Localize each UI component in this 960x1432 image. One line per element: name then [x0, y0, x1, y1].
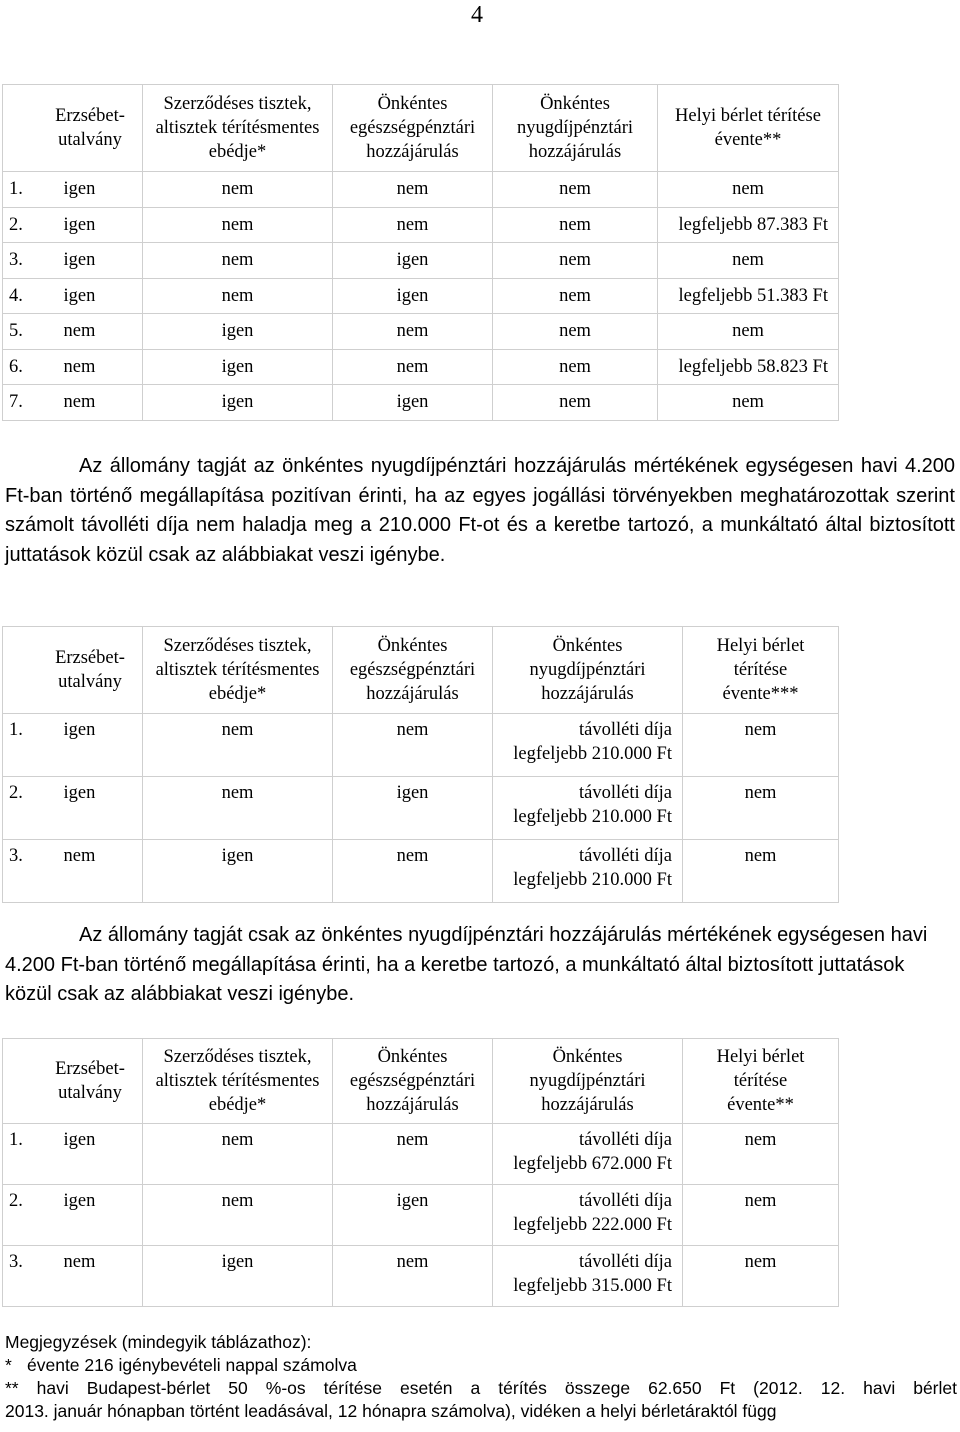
table-row	[3, 172, 839, 208]
row-helyi-cell: nem	[683, 1246, 839, 1307]
benefits-table-1	[2, 84, 839, 421]
row-helyi-cell: nem	[683, 1185, 839, 1246]
table-row	[3, 314, 839, 350]
row-egeszseg-cell: igen	[333, 385, 493, 421]
row-egeszseg-cell: nem	[333, 207, 493, 243]
table-header-row	[3, 627, 839, 714]
row-egeszseg-cell: nem	[333, 1124, 493, 1185]
row-helyi-cell: nem	[658, 385, 839, 421]
header-erzsebet: Erzsébet-utalvány	[3, 1039, 143, 1124]
row-helyi-cell: legfeljebb 87.383 Ft	[658, 207, 839, 243]
row-erzsebet-cell: 1. igen	[3, 714, 143, 777]
note-1: * évente 216 igénybevételi nappal számolva	[5, 1355, 357, 1375]
row-egeszseg-cell: nem	[333, 714, 493, 777]
row-szerzodeses-cell: igen	[143, 314, 333, 350]
header-helyi-berlet: Helyi bérlet térítése évente**	[658, 85, 839, 172]
row-erzsebet-cell: 2. igen	[3, 1185, 143, 1246]
paragraph-voluntary-pension-1: Az állomány tagját az önkéntes nyugdíjpénztári hozzájárulás mértékének egységesen havi 4.200 Ft-ban történő megállapítása pozitívan érinti, ha az egyes jogállási törvényekben meghatározottak szerint számolt távolléti díja nem haladja meg a 210.000 Ft-ot és a keretbe tartozó, a munkáltató által biztosított juttatások közül csak az alábbiakat veszi igénybe.	[5, 455, 955, 566]
header-helyi-berlet: Helyi bérlet térítése évente***	[683, 627, 839, 714]
row-szerzodeses-cell: nem	[143, 207, 333, 243]
row-nyugdij-cell: nem	[493, 314, 658, 350]
table-header-row	[3, 85, 839, 172]
table-row	[3, 349, 839, 385]
row-nyugdij-cell: távolléti díja legfeljebb 315.000 Ft	[493, 1246, 683, 1307]
row-nyugdij-cell: távolléti díja legfeljebb 210.000 Ft	[493, 840, 683, 903]
table-row	[3, 777, 839, 840]
row-nyugdij-cell: nem	[493, 385, 658, 421]
header-erzsebet: Erzsébet-utalvány	[3, 85, 143, 172]
table-row	[3, 1246, 839, 1307]
row-egeszseg-cell: igen	[333, 243, 493, 279]
row-erzsebet-cell: 2. igen	[3, 777, 143, 840]
note-2-continued: 2013. január hónapban történt leadásával, 12 hónapra számolva), vidéken a helyi bérletáraktól függ	[5, 1401, 777, 1421]
row-helyi-cell: legfeljebb 58.823 Ft	[658, 349, 839, 385]
row-nyugdij-cell: nem	[493, 243, 658, 279]
row-egeszseg-cell: igen	[333, 777, 493, 840]
row-szerzodeses-cell: nem	[143, 1185, 333, 1246]
row-szerzodeses-cell: nem	[143, 172, 333, 208]
row-helyi-cell: nem	[683, 777, 839, 840]
notes-title: Megjegyzések (mindegyik táblázathoz):	[5, 1332, 312, 1352]
header-egeszseg: Önkéntes egészségpénztári hozzájárulás	[333, 85, 493, 172]
row-szerzodeses-cell: igen	[143, 349, 333, 385]
row-nyugdij-cell: távolléti díja legfeljebb 210.000 Ft	[493, 714, 683, 777]
row-helyi-cell: nem	[658, 243, 839, 279]
header-szerzodeses: Szerződéses tisztek, altisztek térítésmentes ebédje*	[143, 627, 333, 714]
row-egeszseg-cell: nem	[333, 349, 493, 385]
table-row	[3, 385, 839, 421]
row-egeszseg-cell: nem	[333, 172, 493, 208]
header-szerzodeses: Szerződéses tisztek, altisztek térítésmentes ebédje*	[143, 85, 333, 172]
row-egeszseg-cell: nem	[333, 840, 493, 903]
row-erzsebet-cell: 1. igen	[3, 1124, 143, 1185]
table-row	[3, 243, 839, 279]
row-nyugdij-cell: távolléti díja legfeljebb 210.000 Ft	[493, 777, 683, 840]
note-2: ** havi Budapest-bérlet 50 %-os térítése esetén a térítés összege 62.650 Ft (2012. 12. havi bérlet	[5, 1378, 957, 1398]
row-szerzodeses-cell: nem	[143, 714, 333, 777]
notes-section	[5, 1331, 957, 1423]
row-nyugdij-cell: nem	[493, 172, 658, 208]
row-erzsebet-cell: 4. igen	[3, 278, 143, 314]
row-szerzodeses-cell: nem	[143, 1124, 333, 1185]
row-erzsebet-cell: 3. igen	[3, 243, 143, 279]
row-erzsebet-cell: 5. nem	[3, 314, 143, 350]
table-row	[3, 1124, 839, 1185]
row-szerzodeses-cell: nem	[143, 243, 333, 279]
header-egeszseg: Önkéntes egészségpénztári hozzájárulás	[333, 1039, 493, 1124]
row-nyugdij-cell: távolléti díja legfeljebb 222.000 Ft	[493, 1185, 683, 1246]
row-helyi-cell: legfeljebb 51.383 Ft	[658, 278, 839, 314]
paragraph-voluntary-pension-2: Az állomány tagját csak az önkéntes nyugdíjpénztári hozzájárulás mértékének egységesen havi 4.200 Ft-ban történő megállapítása érinti, ha a keretbe tartozó, a munkáltató által biztosított juttatások közül csak az alábbiakat veszi igénybe.	[5, 924, 928, 1005]
row-erzsebet-cell: 3. nem	[3, 840, 143, 903]
header-nyugdij: Önkéntes nyugdíjpénztári hozzájárulás	[493, 85, 658, 172]
header-egeszseg: Önkéntes egészségpénztári hozzájárulás	[333, 627, 493, 714]
row-erzsebet-cell: 2. igen	[3, 207, 143, 243]
row-helyi-cell: nem	[683, 1124, 839, 1185]
header-szerzodeses: Szerződéses tisztek, altisztek térítésmentes ebédje*	[143, 1039, 333, 1124]
row-erzsebet-cell: 7. nem	[3, 385, 143, 421]
row-helyi-cell: nem	[658, 172, 839, 208]
row-egeszseg-cell: igen	[333, 1185, 493, 1246]
row-egeszseg-cell: nem	[333, 1246, 493, 1307]
table-row	[3, 1185, 839, 1246]
row-erzsebet-cell: 1. igen	[3, 172, 143, 208]
row-nyugdij-cell: nem	[493, 207, 658, 243]
table-row	[3, 714, 839, 777]
row-nyugdij-cell: távolléti díja legfeljebb 672.000 Ft	[493, 1124, 683, 1185]
benefits-table-3	[2, 1038, 839, 1307]
row-szerzodeses-cell: igen	[143, 840, 333, 903]
table-header-row	[3, 1039, 839, 1124]
row-szerzodeses-cell: igen	[143, 385, 333, 421]
table-row	[3, 207, 839, 243]
row-egeszseg-cell: igen	[333, 278, 493, 314]
row-helyi-cell: nem	[658, 314, 839, 350]
benefits-table-2	[2, 626, 839, 903]
page-number: 4	[471, 2, 483, 28]
row-helyi-cell: nem	[683, 714, 839, 777]
header-nyugdij: Önkéntes nyugdíjpénztári hozzájárulás	[493, 627, 683, 714]
row-szerzodeses-cell: igen	[143, 1246, 333, 1307]
row-nyugdij-cell: nem	[493, 349, 658, 385]
row-helyi-cell: nem	[683, 840, 839, 903]
row-egeszseg-cell: nem	[333, 314, 493, 350]
table-row	[3, 278, 839, 314]
header-helyi-berlet: Helyi bérlet térítése évente**	[683, 1039, 839, 1124]
row-szerzodeses-cell: nem	[143, 777, 333, 840]
header-nyugdij: Önkéntes nyugdíjpénztári hozzájárulás	[493, 1039, 683, 1124]
row-erzsebet-cell: 3. nem	[3, 1246, 143, 1307]
row-szerzodeses-cell: nem	[143, 278, 333, 314]
table-row	[3, 840, 839, 903]
row-erzsebet-cell: 6. nem	[3, 349, 143, 385]
header-erzsebet: Erzsébet-utalvány	[3, 627, 143, 714]
row-nyugdij-cell: nem	[493, 278, 658, 314]
